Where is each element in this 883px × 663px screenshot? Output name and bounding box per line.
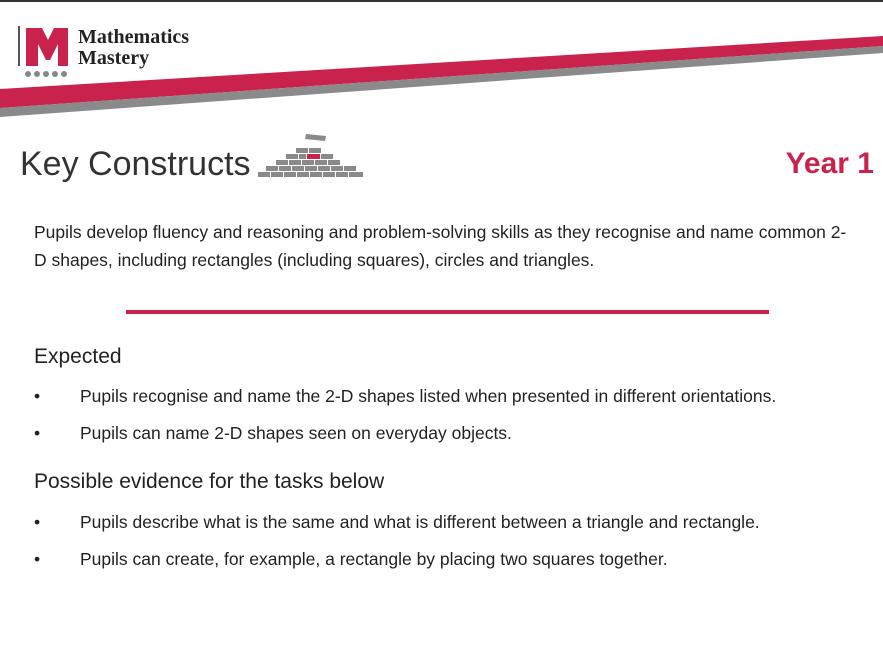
section-heading-expected: Expected [34, 345, 122, 368]
list-item [34, 548, 760, 585]
bullet-icon: • [34, 423, 41, 443]
list-item-text: Pupils describe what is the same and what is different between a triangle and rectangle. [80, 512, 760, 532]
brick-pyramid-icon [256, 130, 366, 180]
expected-list [34, 385, 776, 459]
list-item [34, 422, 776, 459]
list-item [34, 511, 760, 548]
mathematics-mastery-logo-icon [18, 26, 70, 80]
evidence-list [34, 511, 760, 585]
year-label: Year 1 [785, 147, 874, 180]
section-divider [126, 310, 769, 314]
bullet-icon: • [34, 549, 41, 569]
bullet-icon: • [34, 512, 41, 532]
bullet-icon: • [34, 386, 41, 406]
logo-line-1: Mathematics [78, 26, 190, 48]
intro-paragraph: Pupils develop fluency and reasoning and problem-solving skills as they recognise and name common 2-D shapes, including rectangles (including squares), circles and triangles. [34, 222, 847, 270]
page-title: Key Constructs [20, 145, 251, 183]
logo-line-2: Mastery [78, 47, 150, 69]
list-item-text: Pupils recognise and name the 2-D shapes listed when presented in different orientations. [80, 386, 777, 406]
section-heading-evidence: Possible evidence for the tasks below [34, 470, 385, 493]
logo-wordmark [78, 27, 189, 69]
list-item-text: Pupils can name 2-D shapes seen on everyday objects. [80, 423, 512, 443]
list-item [34, 385, 776, 422]
list-item-text: Pupils can create, for example, a rectangle by placing two squares together. [80, 549, 668, 569]
